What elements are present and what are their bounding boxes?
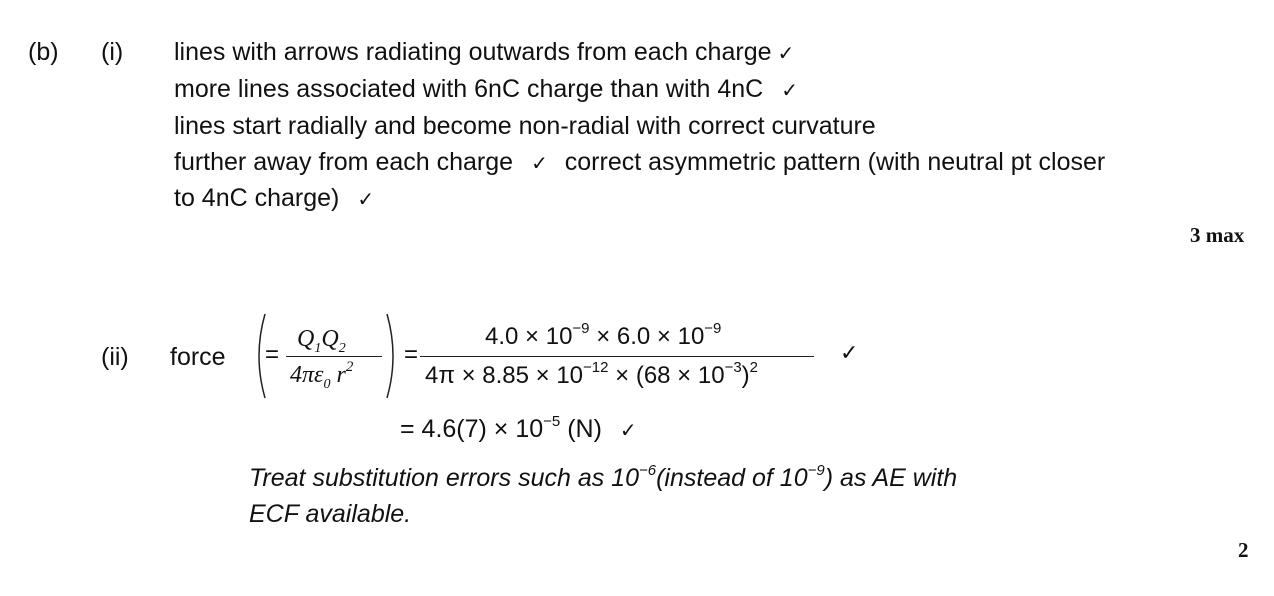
note-exp-1: −6 [639, 461, 657, 479]
marking-note-line-2: ECF available. [249, 500, 412, 528]
result-line [400, 411, 637, 449]
num-exp-2: −9 [704, 320, 722, 337]
subscript-2: 2 [338, 340, 346, 356]
check-mark-icon: ✓ [777, 43, 795, 65]
check-mark-icon: ✓ [781, 80, 798, 102]
check-mark-icon: ✓ [357, 189, 375, 211]
note-text-1: Treat substitution errors such as 10 [249, 464, 639, 492]
note-exp-2: −9 [807, 461, 825, 479]
note-text-3: ) as AE with [824, 464, 958, 492]
right-paren-icon [384, 312, 402, 400]
result-exponent: −5 [543, 412, 561, 430]
result-unit: (N) [560, 415, 602, 443]
num-exp-1: −9 [572, 320, 590, 337]
answer-line-5 [174, 180, 374, 218]
part-b-label: (b) [28, 38, 59, 66]
substitution-denominator [425, 359, 759, 390]
q-symbol: Q [297, 326, 315, 352]
answer-line-2-text: more lines associated with 6nC charge than with 4nC [174, 75, 764, 103]
formula-fraction-bar [286, 356, 382, 357]
answer-line-4a-text: further away from each charge [174, 148, 514, 176]
check-mark-icon: ✓ [840, 340, 859, 365]
answer-line-4 [174, 144, 1105, 182]
den-part-1: 4π × 8.85 × 10 [425, 362, 584, 389]
subscript-1: 1 [314, 340, 322, 356]
answer-line-4b-text: correct asymmetric pattern (with neutral pt closer [564, 148, 1106, 176]
check-mark-icon: ✓ [619, 420, 637, 442]
den-part-2: × (68 × 10 [608, 362, 725, 389]
marks-2: 2 [1238, 538, 1249, 562]
q-symbol: Q [321, 326, 339, 352]
marking-note-line-1 [249, 460, 957, 496]
answer-line-1 [174, 34, 794, 72]
num-part-1: 4.0 × 10 [485, 323, 573, 350]
num-part-2: × 6.0 × 10 [589, 323, 705, 350]
answer-line-2 [174, 71, 798, 109]
note-text-2: (instead of 10 [656, 464, 808, 492]
equals-sign: = [265, 341, 280, 368]
marks-3-max: 3 max [1190, 223, 1245, 247]
subscript-0: 0 [323, 376, 331, 392]
answer-line-5-text: to 4nC charge) [174, 184, 340, 212]
sub-ii-label: (ii) [101, 343, 129, 371]
equals-sign: = [404, 341, 419, 368]
formula-denominator [290, 359, 354, 393]
answer-line-1-text: lines with arrows radiating outwards from each charge [174, 38, 772, 66]
substitution-numerator [485, 320, 722, 351]
sub-i-label: (i) [101, 38, 124, 66]
den-exp-1: −12 [583, 359, 609, 376]
answer-line-3: lines start radially and become non-radial with correct curvature [174, 112, 876, 140]
formula-numerator [297, 326, 346, 357]
exponent-2: 2 [345, 359, 354, 375]
result-value: = 4.6(7) × 10 [400, 415, 544, 443]
den-close-paren: ) [741, 362, 750, 389]
check-mark-icon: ✓ [531, 153, 548, 175]
four-pi-epsilon: 4πε [290, 362, 324, 388]
den-exp-3: 2 [749, 359, 759, 376]
den-exp-2: −3 [724, 359, 742, 376]
r-symbol: r [336, 362, 346, 388]
substitution-fraction-bar [420, 356, 814, 357]
force-label: force [170, 343, 226, 371]
